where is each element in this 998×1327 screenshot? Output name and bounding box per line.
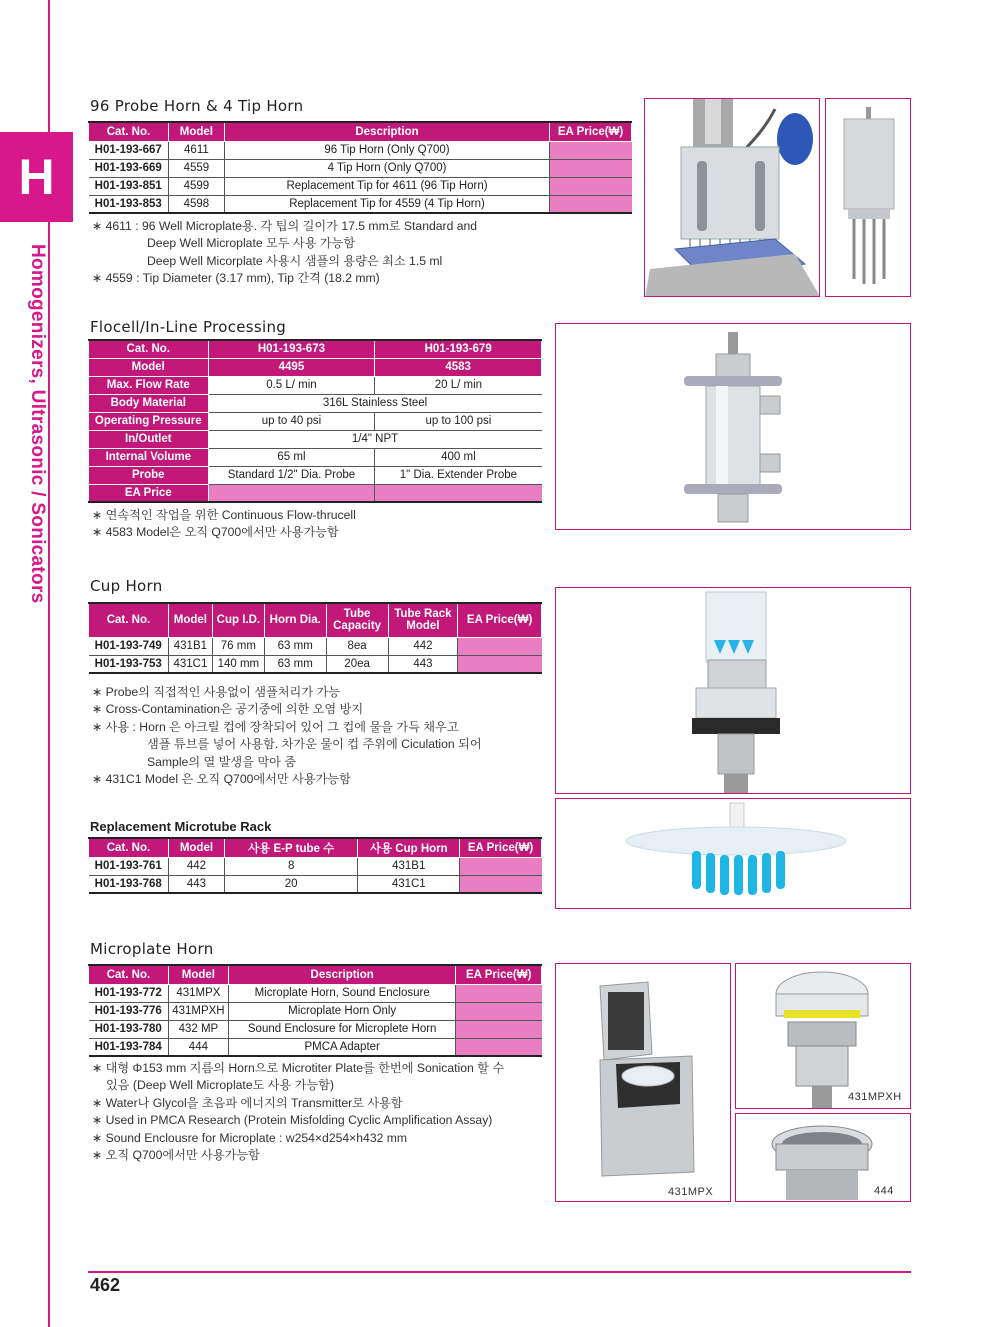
- row-header: In/Outlet: [89, 430, 209, 448]
- cell: up to 40 psi: [208, 412, 375, 430]
- description: PMCA Adapter: [228, 1038, 456, 1056]
- price: [460, 875, 542, 893]
- row-header: Model: [89, 358, 209, 376]
- row-header: Max. Flow Rate: [89, 376, 209, 394]
- table-row: [89, 1002, 542, 1020]
- rack-model: 443: [388, 655, 458, 673]
- col-header: Cat. No.: [89, 122, 169, 141]
- cat-no: H01-193-761: [89, 857, 169, 875]
- model: 4559: [168, 159, 224, 177]
- cup-id: 76 mm: [212, 637, 264, 655]
- col-header: Tube Rack Model: [388, 603, 458, 637]
- page-number: 462: [90, 1275, 121, 1295]
- cell: Standard 1/2" Dia. Probe: [208, 466, 375, 484]
- description: Sound Enclosure for Microplete Horn: [228, 1020, 456, 1038]
- caption-431mpxh: 431MPXH: [848, 1091, 902, 1103]
- model: 442: [168, 857, 224, 875]
- caption-444: 444: [874, 1185, 894, 1197]
- description: 4 Tip Horn (Only Q700): [224, 159, 549, 177]
- note-line: ∗ 연속적인 작업을 위한 Continuous Flow-thrucell: [92, 508, 356, 522]
- table-row: [89, 875, 542, 893]
- row-header: Operating Pressure: [89, 412, 209, 430]
- model: 431MPX: [168, 984, 228, 1002]
- cat-no: H01-193-780: [89, 1020, 169, 1038]
- vertical-section-title: [14, 244, 48, 634]
- note-line: Sample의 열 발생을 막아 줌: [147, 754, 297, 769]
- note-line: ∗ 4583 Model은 오직 Q700에서만 사용가능함: [92, 525, 339, 540]
- price: [456, 1020, 542, 1038]
- note-line: ∗ 4559 : Tip Diameter (3.17 mm), Tip 간격 (18.2 mm): [92, 271, 380, 286]
- model: 431C1: [168, 655, 212, 673]
- cell: 316L Stainless Steel: [208, 394, 541, 412]
- col-header: 사용 E-P tube 수: [224, 838, 358, 857]
- row-header: Body Material: [89, 394, 209, 412]
- section-title-flocell: Flocell/In-Line Processing: [90, 318, 287, 336]
- row-header: Probe: [89, 466, 209, 484]
- note-line: ∗ Sound Enclousre for Microplate : w254×d254×h432 mm: [92, 1130, 408, 1145]
- note-line: ∗ 사용 : Horn 은 아크릴 컵에 장착되어 있어 그 컵에 물을 가득 채우고: [92, 719, 459, 734]
- tube-capacity: 20ea: [326, 655, 388, 673]
- col-header: Description: [224, 122, 549, 141]
- model: 431MPXH: [168, 1002, 228, 1020]
- cup-horn: 431C1: [358, 875, 460, 893]
- note-line: ∗ 대형 Φ153 mm 지름의 Horn으로 Microtiter Plate를 한번에 Sonication 할 수: [92, 1061, 505, 1075]
- table-row: [89, 376, 542, 394]
- table-cup-horn: [88, 602, 542, 674]
- col-header: Model: [168, 603, 212, 637]
- table-row: [89, 466, 542, 484]
- table-row: [89, 430, 542, 448]
- cat-no: H01-193-772: [89, 984, 169, 1002]
- model-value: 4583: [375, 358, 542, 376]
- cat-no: H01-193-853: [89, 195, 169, 213]
- row-header: Internal Volume: [89, 448, 209, 466]
- model: 432 MP: [168, 1020, 228, 1038]
- section-title-cup-horn: Cup Horn: [90, 577, 163, 595]
- section-title-microplate-horn: Microplate Horn: [90, 940, 214, 958]
- note-line: ∗ 오직 Q700에서만 사용가능함: [92, 1148, 260, 1163]
- cat-no: H01-193-776: [89, 1002, 169, 1020]
- cell: 1/4" NPT: [208, 430, 541, 448]
- price: [550, 159, 632, 177]
- tube-capacity: 8ea: [326, 637, 388, 655]
- horn-dia: 63 mm: [264, 655, 326, 673]
- col-header: Model: [168, 838, 224, 857]
- table-row: [89, 857, 542, 875]
- table-microplate-horn: [88, 964, 542, 1057]
- cat-no: H01-193-753: [89, 655, 169, 673]
- price: [375, 484, 542, 502]
- row-header: Cat. No.: [89, 340, 209, 358]
- note-line: Deep Well Micorplate 사용시 샘플의 용량은 최소 1.5 ml: [147, 253, 443, 268]
- cup-horn: 431B1: [358, 857, 460, 875]
- description: Replacement Tip for 4559 (4 Tip Horn): [224, 195, 549, 213]
- chapter-tab: H: [0, 132, 73, 222]
- table-row: [89, 177, 632, 195]
- model: 4599: [168, 177, 224, 195]
- rack-model: 442: [388, 637, 458, 655]
- note-line: 샘플 튜브를 넣어 사용함. 차가운 물이 컵 주위에 Ciculation 되어: [147, 737, 482, 752]
- cat-no: H01-193-667: [89, 141, 169, 159]
- table-row: [89, 141, 632, 159]
- section-title-replacement-rack: Replacement Microtube Rack: [90, 819, 272, 834]
- note-line: ∗ 4611 : 96 Well Microplate용. 각 팁의 길이가 17.5 mm로 Standard and: [92, 219, 478, 233]
- col-header: Cat. No.: [89, 838, 169, 857]
- table-row: [89, 159, 632, 177]
- price: [458, 655, 542, 673]
- horn-dia: 63 mm: [264, 637, 326, 655]
- notes-96-probe: [92, 218, 477, 288]
- cell: up to 100 psi: [375, 412, 542, 430]
- tube-count: 8: [224, 857, 358, 875]
- image-flocell: [555, 323, 911, 530]
- model: 443: [168, 875, 224, 893]
- cell: 0.5 L/ min: [208, 376, 375, 394]
- image-4-tip-horn: [825, 98, 911, 297]
- col-header: EA Price(₩): [460, 838, 542, 857]
- table-replacement-rack: [88, 837, 542, 894]
- image-444-adapter: [735, 1113, 911, 1202]
- price: [456, 984, 542, 1002]
- note-line: ∗ Probe의 직접적인 사용없이 샘플처리가 가능: [92, 685, 341, 699]
- col-header: Cup I.D.: [212, 603, 264, 637]
- description: Microplate Horn Only: [228, 1002, 456, 1020]
- col-header: Cat. No.: [89, 965, 169, 984]
- note-line: ∗ 431C1 Model 은 오직 Q700에서만 사용가능함: [92, 772, 351, 787]
- description: 96 Tip Horn (Only Q700): [224, 141, 549, 159]
- price: [550, 177, 632, 195]
- model: 4598: [168, 195, 224, 213]
- col-header: Cat. No.: [89, 603, 169, 637]
- description: Replacement Tip for 4611 (96 Tip Horn): [224, 177, 549, 195]
- col-header: Tube Capacity: [326, 603, 388, 637]
- caption-431mpx: 431MPX: [668, 1186, 714, 1198]
- image-96-probe-horn: [644, 98, 820, 297]
- table-row: [89, 484, 542, 502]
- price: [456, 1002, 542, 1020]
- table-row: [89, 394, 542, 412]
- table-flocell: [88, 339, 542, 503]
- table-row: [89, 637, 542, 655]
- table-row: [89, 358, 542, 376]
- col-header: EA Price(₩): [458, 603, 542, 637]
- price: [208, 484, 375, 502]
- price: [458, 637, 542, 655]
- image-431mpx: [555, 963, 731, 1202]
- cell: 1" Dia. Extender Probe: [375, 466, 542, 484]
- cat-no: H01-193-669: [89, 159, 169, 177]
- cell: 400 ml: [375, 448, 542, 466]
- col-header: Model: [168, 965, 228, 984]
- table-row: [89, 412, 542, 430]
- price: [460, 857, 542, 875]
- note-line: ∗ Used in PMCA Research (Protein Misfolding Cyclic Amplification Assay): [92, 1113, 493, 1128]
- col-header: EA Price(₩): [456, 965, 542, 984]
- table-row: [89, 1038, 542, 1056]
- notes-microplate-horn: [92, 1060, 504, 1164]
- col-header: 사용 Cup Horn: [358, 838, 460, 857]
- model: 444: [168, 1038, 228, 1056]
- section-title-96-probe: 96 Probe Horn & 4 Tip Horn: [90, 97, 304, 115]
- note-line: Deep Well Microplate 모두 사용 가능함: [147, 236, 356, 251]
- description: Microplate Horn, Sound Enclosure: [228, 984, 456, 1002]
- cup-id: 140 mm: [212, 655, 264, 673]
- cat-no: H01-193-851: [89, 177, 169, 195]
- table-row: [89, 655, 542, 673]
- image-microtube-rack: [555, 798, 911, 909]
- table-row: [89, 195, 632, 213]
- model: 431B1: [168, 637, 212, 655]
- vertical-title-text: Homogenizers, Ultrasonic / Sonicators: [27, 244, 48, 604]
- col-header: Model: [168, 122, 224, 141]
- col-header: H01-193-679: [375, 340, 542, 358]
- model: 4611: [168, 141, 224, 159]
- cat-no: H01-193-768: [89, 875, 169, 893]
- image-cup-horn: [555, 587, 911, 794]
- price: [550, 141, 632, 159]
- table-row: [89, 1020, 542, 1038]
- col-header: H01-193-673: [208, 340, 375, 358]
- table-row: [89, 984, 542, 1002]
- price: [456, 1038, 542, 1056]
- note-line: ∗ Cross-Contamination은 공기중에 의한 오염 방지: [92, 702, 364, 717]
- tube-count: 20: [224, 875, 358, 893]
- note-line: ∗ Water나 Glycol을 초음파 에너지의 Transmitter로 사용함: [92, 1095, 403, 1110]
- col-header: Description: [228, 965, 456, 984]
- col-header: Horn Dia.: [264, 603, 326, 637]
- table-row: [89, 448, 542, 466]
- footer-divider: [88, 1271, 911, 1273]
- row-header: EA Price: [89, 484, 209, 502]
- cat-no: H01-193-784: [89, 1038, 169, 1056]
- price: [550, 195, 632, 213]
- cat-no: H01-193-749: [89, 637, 169, 655]
- col-header: EA Price(₩): [550, 122, 632, 141]
- cell: 65 ml: [208, 448, 375, 466]
- image-431mpxh: [735, 963, 911, 1109]
- cell: 20 L/ min: [375, 376, 542, 394]
- table-96-probe: [88, 121, 632, 214]
- note-line: 있음 (Deep Well Microplate도 사용 가능함): [106, 1078, 335, 1093]
- notes-cup-horn: [92, 684, 482, 788]
- model-value: 4495: [208, 358, 375, 376]
- notes-flocell: [92, 507, 356, 542]
